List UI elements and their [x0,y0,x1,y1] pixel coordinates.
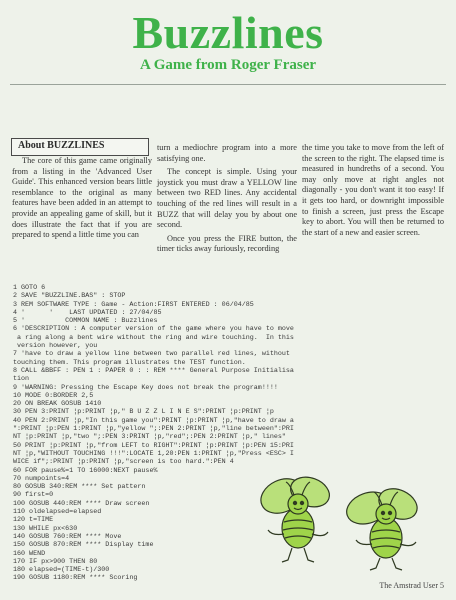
page-title: Buzzlines [132,7,324,58]
code-line: 1 GOTO 6 [13,284,46,292]
paragraph: Once you press the FIRE button, the timer ticks away furiously, recording [157,233,297,254]
code-line: 160 WEND [13,549,46,558]
code-line: 6 'DESCRIPTION : A computer version of the game where you have to move [13,325,294,334]
code-line: WICE if";:PRINT ¦p:PRINT ¦p,"screen is too hard.":PEN 4 [13,458,234,467]
code-line: 5 ' COMMON NAME : Buzzlines [13,317,158,326]
code-line: 4 ' ' LAST UPDATED : 27/04/85 [13,308,162,317]
code-line: NT ¦p,"WITHOUT TOUCHING !!!":LOCATE 1,20:PEN 1:PRINT ¦p,"Press <ESC> I [13,449,294,458]
code-line: 180 elapsed=(TIME-t)/300 [13,566,110,575]
code-line: 10 MODE 0:BORDER 2,5 [13,391,94,400]
article-column-1 [12,156,152,241]
code-line: 150 GOSUB 870:REM **** Display time [13,541,154,550]
code-line: 60 FOR pause%=1 TO 16000:NEXT pause% [13,466,158,475]
code-line: 7 'have to draw a yellow line between two parallel red lines, without [13,350,290,359]
code-line: NT ¦p:PRINT ¦p,"two ";:PEN 3:PRINT ¦p,"red";:PEN 2:PRINT ¦p," lines" [13,433,286,442]
bee-illustration [240,468,440,578]
code-line: 110 oldelapsed=elapsed [13,508,102,517]
paragraph: The core of this game came originally from a listing in the 'Advanced User Guide'. This enhanced version bears little resemblance to the original as many features have been added in an attempt to provide an appealing game of skill, but it does illustrate the fact that if you are prepared to spend a little time you can [12,156,152,240]
code-line: 2 SAVE "BUZZLINE.BAS" : STOP [13,292,126,301]
paragraph: the time you take to move from the left of the screen to the right. The elapsed time is measured in hundreths of a second. You may only move at right angles not diagonally - you don't want it too easy! If it gets too hard, or downright impossible to finish a screen, just press the Escape key to abort. You will then be returned to the start of a new and easier screen. [302,143,444,237]
code-line: 190 GOSUB 1180:REM **** Scoring [13,574,138,583]
bee-illustration-right [342,483,422,570]
code-line: 40 PEN 2:PRINT ¦p,"In this game you":PRINT ¦p:PRINT ¦p,"have to draw a [13,416,294,425]
code-line: 50 PRINT ¦p:PRINT ¦p,"from LEFT to RIGHT":PRINT ¦p:PRINT ¦p:PEN 15:PRI [13,441,294,450]
code-line: 9 'WARNING: Pressing the Escape Key does not break the program!!!! [13,383,278,392]
code-line: 80 GOSUB 340:REM **** Set pattern [13,483,146,492]
code-line: a ring along a bent wire without the ring and wire touching. In this [13,333,294,342]
code-line: 130 WHILE px<630 [13,524,78,533]
code-line: 70 numpoints=4 [13,474,70,483]
article-column-3 [302,143,444,238]
code-line: 3 REM SOFTWARE TYPE : Game - Action:FIRST ENTERED : 06/04/85 [13,300,254,309]
code-line: 170 IF px>900 THEN 80 [13,557,98,566]
code-line: 20 ON BREAK GOSUB 1410 [13,400,102,409]
article-column-2 [157,143,297,255]
bee-illustration-left [255,472,333,562]
page-subtitle: A Game from Roger Fraser [139,57,317,73]
paragraph: The concept is simple. Using your joystick you must draw a YELLOW line between two RED lines. Any accidental touching of the red lines will result in a BUZZ that will delay you by about one second. [157,167,297,230]
code-line: 120 t=TIME [13,516,54,525]
code-line: 140 GOSUB 760:REM **** Move [13,532,122,541]
code-line: 100 GOSUB 440:REM **** Draw screen [13,499,150,508]
page-footer: The Amstrad User 5 [379,581,444,590]
section-heading: About BUZZLINES [18,140,105,151]
code-line: version however, you [13,342,98,351]
code-line: 90 first=0 [13,491,54,500]
code-line: 8 CALL &BBFF : PEN 1 : PAPER 0 : : REM **** General Purpose Initialisa [13,366,294,375]
header-divider [10,84,446,85]
code-line: 30 PEN 3:PRINT ¦p:PRINT ¦p," B U Z Z L I N E S":PRINT ¦p:PRINT ¦p [13,408,274,417]
code-line: tion [13,375,30,384]
code-line: ":PRINT ¦p:PEN 1:PRINT ¦p,"yellow ";:PEN 2:PRINT ¦p,"line between":PRI [13,425,294,434]
paragraph: turn a mediochre program into a more satisfying one. [157,143,297,163]
code-line: touching them. This program illustrates the TEST function. [13,358,246,367]
